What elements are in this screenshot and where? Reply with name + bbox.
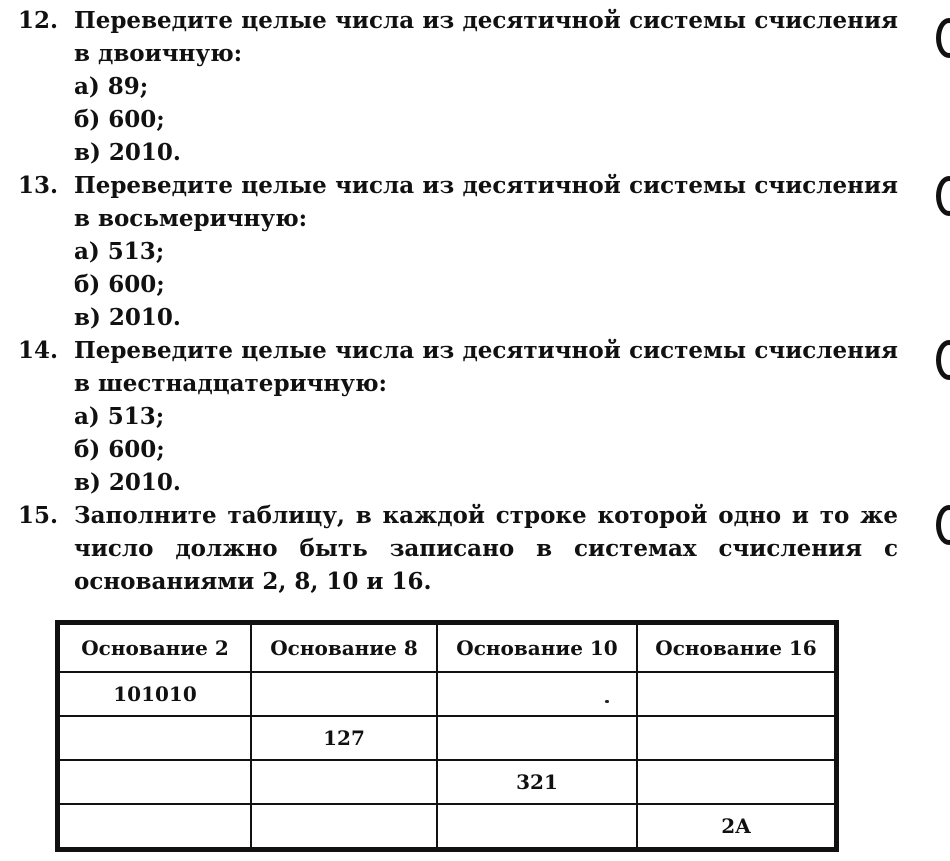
table-cell[interactable] [251, 804, 437, 850]
task-item: б) 600; [74, 106, 165, 133]
task-item: в) 2010. [74, 469, 181, 496]
margin-bracket-mark [936, 340, 950, 380]
task-13 [18, 169, 898, 334]
task-number: 14. [18, 337, 59, 364]
table-row [58, 672, 837, 716]
margin-bracket-mark [936, 18, 950, 58]
table-row [58, 804, 837, 850]
table-cell[interactable] [58, 716, 252, 760]
margin-bracket-mark [936, 505, 950, 545]
task-text: Заполните таблицу, в каждой строке которой одно и то же число должно быть записано в системах счисления с основаниями 2, 8, 10 и 16. [74, 502, 898, 595]
task-12 [18, 4, 898, 169]
task-item: б) 600; [74, 271, 165, 298]
header-base-10: Основание 10 [437, 623, 637, 673]
margin-bracket-mark [936, 176, 950, 216]
header-base-2: Основание 2 [58, 623, 252, 673]
table-row [58, 760, 837, 804]
task-item: а) 513; [74, 238, 165, 265]
task-number: 15. [18, 502, 59, 529]
task-text: Переведите целые числа из десятичной системы счисления в шестнадцатеричную: [74, 337, 898, 397]
task-item: в) 2010. [74, 139, 181, 166]
table-cell[interactable] [251, 672, 437, 716]
table-cell[interactable] [58, 804, 252, 850]
table-cell[interactable] [637, 760, 837, 804]
task-item: а) 89; [74, 73, 149, 100]
task-text: Переведите целые числа из десятичной системы счисления в двоичную: [74, 7, 898, 67]
table-cell[interactable] [637, 716, 837, 760]
table-cell[interactable] [437, 716, 637, 760]
task-14 [18, 334, 898, 499]
table-cell[interactable]: 2A [637, 804, 837, 850]
table-row [58, 716, 837, 760]
table-cell[interactable] [637, 672, 837, 716]
number-base-table [55, 620, 839, 852]
task-item: б) 600; [74, 436, 165, 463]
print-speck [605, 700, 609, 703]
task-number: 12. [18, 7, 59, 34]
table-cell[interactable]: 101010 [58, 672, 252, 716]
table-cell[interactable]: 127 [251, 716, 437, 760]
conversion-table [55, 620, 839, 852]
task-text: Переведите целые числа из десятичной системы счисления в восьмеричную: [74, 172, 898, 232]
table-cell[interactable] [437, 804, 637, 850]
header-base-8: Основание 8 [251, 623, 437, 673]
table-header-row [58, 623, 837, 673]
table-cell[interactable]: 321 [437, 760, 637, 804]
header-base-16: Основание 16 [637, 623, 837, 673]
table-cell[interactable] [251, 760, 437, 804]
table-cell[interactable] [437, 672, 637, 716]
task-item: в) 2010. [74, 304, 181, 331]
table-cell[interactable] [58, 760, 252, 804]
task-15 [18, 499, 898, 598]
task-item: а) 513; [74, 403, 165, 430]
task-number: 13. [18, 172, 59, 199]
